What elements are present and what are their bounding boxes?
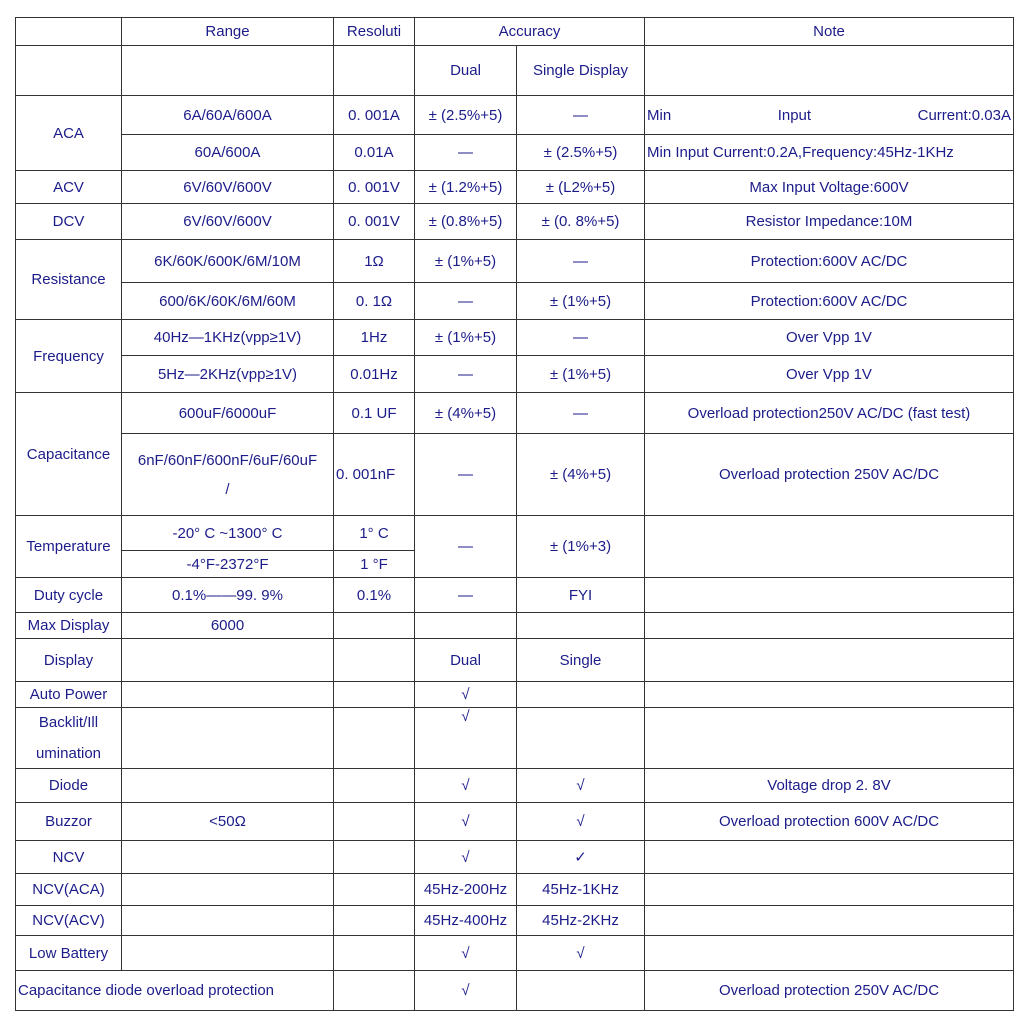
table-row: [16, 434, 1014, 516]
single-cell: —: [517, 320, 645, 356]
empty-cell: [645, 936, 1014, 971]
single-cell: —: [517, 96, 645, 135]
table-row: [16, 682, 1014, 708]
single-cell: ± (0. 8%+5): [517, 204, 645, 240]
note-cell: Overload protection250V AC/DC (fast test): [645, 393, 1014, 434]
dual-cell: 45Hz-400Hz: [415, 906, 517, 936]
range-cell: 6K/60K/600K/6M/10M: [122, 240, 334, 283]
table-row: [16, 320, 1014, 356]
empty-cell: [122, 46, 334, 96]
func-cell: Resistance: [16, 240, 122, 320]
spec-table: [15, 17, 1014, 1011]
range-cell: 6A/60A/600A: [122, 96, 334, 135]
note-part: Input: [777, 106, 812, 124]
note-cell: Protection:600V AC/DC: [645, 240, 1014, 283]
res-cell: 0. 1Ω: [334, 283, 415, 320]
range-cell: 600/6K/60K/6M/60M: [122, 283, 334, 320]
note-cell: Min Input Current:0.2A,Frequency:45Hz-1KHz: [645, 135, 1014, 171]
dual-cell: ± (1.2%+5): [415, 171, 517, 204]
range-line: 6nF/60nF/600nF/6uF/60uF: [137, 451, 318, 469]
res-cell: 0. 001nF: [334, 434, 415, 516]
header-single: Single Display: [517, 46, 645, 96]
single-cell: ± (1%+5): [517, 283, 645, 320]
header-row: [16, 18, 1014, 46]
table-row: [16, 96, 1014, 135]
empty-cell: [122, 708, 334, 769]
func-cell: Buzzor: [16, 803, 122, 841]
note-cell: Over Vpp 1V: [645, 320, 1014, 356]
header-dual: Dual: [415, 46, 517, 96]
func-cell: NCV(ACV): [16, 906, 122, 936]
note-cell: [645, 578, 1014, 613]
dual-cell: —: [415, 283, 517, 320]
func-cell: Auto Power: [16, 682, 122, 708]
empty-cell: [645, 874, 1014, 906]
empty-cell: [16, 46, 122, 96]
dual-cell: —: [415, 135, 517, 171]
note-cell: Overload protection 250V AC/DC: [645, 434, 1014, 516]
empty-cell: [517, 682, 645, 708]
table-row: [16, 135, 1014, 171]
range-cell: 60A/600A: [122, 135, 334, 171]
single-cell: 45Hz-2KHz: [517, 906, 645, 936]
empty-cell: [334, 708, 415, 769]
single-cell: ± (4%+5): [517, 434, 645, 516]
dual-cell: 45Hz-200Hz: [415, 874, 517, 906]
single-cell: √: [517, 769, 645, 803]
note-cell: Voltage drop 2. 8V: [645, 769, 1014, 803]
func-cell: Duty cycle: [16, 578, 122, 613]
func-cell: Max Display: [16, 613, 122, 639]
empty-cell: [334, 874, 415, 906]
dual-cell: —: [415, 516, 517, 578]
range-cell: -20° C ~1300° C: [122, 516, 334, 551]
table-row: [16, 393, 1014, 434]
empty-cell: [334, 682, 415, 708]
dual-cell: √: [415, 682, 517, 708]
table-row: [16, 613, 1014, 639]
table-row: [16, 971, 1014, 1011]
empty-cell: [645, 682, 1014, 708]
table-row: [16, 639, 1014, 682]
dual-cell: ± (4%+5): [415, 393, 517, 434]
empty-cell: [334, 769, 415, 803]
empty-cell: [645, 613, 1014, 639]
dual-cell: —: [415, 578, 517, 613]
range-cell: -4°F-2372°F: [122, 551, 334, 578]
empty-cell: [645, 841, 1014, 874]
func-cell: ACA: [16, 96, 122, 171]
range-cell: 6V/60V/600V: [122, 204, 334, 240]
note-cell: Resistor Impedance:10M: [645, 204, 1014, 240]
dual-cell: √: [415, 803, 517, 841]
func-line: umination: [35, 745, 102, 762]
note-part: Min: [647, 106, 672, 124]
res-cell: 1° C: [334, 516, 415, 551]
res-cell: 0. 001A: [334, 96, 415, 135]
empty-cell: [334, 936, 415, 971]
note-cell: Max Input Voltage:600V: [645, 171, 1014, 204]
note-cell: [645, 516, 1014, 578]
range-cell: 6000: [122, 613, 334, 639]
range-cell: 5Hz—2KHz(vpp≥1V): [122, 356, 334, 393]
single-cell: Single: [517, 639, 645, 682]
res-cell: 0.1%: [334, 578, 415, 613]
empty-cell: [517, 613, 645, 639]
single-cell: √: [517, 803, 645, 841]
table-row: [16, 283, 1014, 320]
func-cell: Temperature: [16, 516, 122, 578]
empty-cell: [645, 639, 1014, 682]
header-note: Note: [645, 18, 1014, 46]
dual-cell: √: [415, 841, 517, 874]
empty-cell: [122, 906, 334, 936]
empty-cell: [122, 682, 334, 708]
res-cell: 0.01Hz: [334, 356, 415, 393]
dual-cell: —: [415, 434, 517, 516]
table-row: [16, 708, 1014, 769]
empty-cell: [334, 639, 415, 682]
header-range: Range: [122, 18, 334, 46]
table-row: [16, 171, 1014, 204]
single-cell: —: [517, 240, 645, 283]
table-row: [16, 356, 1014, 393]
dual-cell: √: [415, 769, 517, 803]
note-cell: Overload protection 600V AC/DC: [645, 803, 1014, 841]
empty-cell: [122, 769, 334, 803]
subheader-row: [16, 46, 1014, 96]
empty-cell: [122, 639, 334, 682]
func-cell: Diode: [16, 769, 122, 803]
res-cell: 1 °F: [334, 551, 415, 578]
range-line: /: [225, 480, 230, 498]
res-cell: 0.1 UF: [334, 393, 415, 434]
header-empty: [16, 18, 122, 46]
header-resolution: Resoluti: [334, 18, 415, 46]
dual-cell: √: [415, 971, 517, 1011]
func-cell: Display: [16, 639, 122, 682]
single-cell: ± (1%+5): [517, 356, 645, 393]
func-cell: Frequency: [16, 320, 122, 393]
empty-cell: [517, 708, 645, 769]
table-row: [16, 906, 1014, 936]
res-cell: 0. 001V: [334, 204, 415, 240]
range-cell: <50Ω: [122, 803, 334, 841]
empty-cell: [122, 841, 334, 874]
func-cell: Capacitance: [16, 393, 122, 516]
single-cell: ✓: [517, 841, 645, 874]
table-row: [16, 516, 1014, 551]
range-cell: 600uF/6000uF: [122, 393, 334, 434]
empty-cell: [645, 906, 1014, 936]
table-row: [16, 803, 1014, 841]
note-cell: Overload protection 250V AC/DC: [645, 971, 1014, 1011]
table-row: [16, 578, 1014, 613]
dual-cell: ± (2.5%+5): [415, 96, 517, 135]
dual-cell: —: [415, 356, 517, 393]
empty-cell: [334, 906, 415, 936]
dual-cell: √: [415, 936, 517, 971]
func-cell: Capacitance diode overload protection: [16, 971, 334, 1011]
func-cell: NCV(ACA): [16, 874, 122, 906]
dual-cell: ± (0.8%+5): [415, 204, 517, 240]
table-row: [16, 874, 1014, 906]
func-cell: ACV: [16, 171, 122, 204]
res-cell: 1Ω: [334, 240, 415, 283]
note-part: Current:0.03A: [917, 106, 1011, 124]
dual-cell: Dual: [415, 639, 517, 682]
dual-cell: ± (1%+5): [415, 240, 517, 283]
table-row: [16, 240, 1014, 283]
table-row: [16, 936, 1014, 971]
single-cell: 45Hz-1KHz: [517, 874, 645, 906]
res-cell: 1Hz: [334, 320, 415, 356]
dual-cell: ± (1%+5): [415, 320, 517, 356]
range-cell: 0.1%——99. 9%: [122, 578, 334, 613]
single-cell: —: [517, 393, 645, 434]
empty-cell: [415, 613, 517, 639]
func-cell: NCV: [16, 841, 122, 874]
note-cell: Over Vpp 1V: [645, 356, 1014, 393]
dual-cell: √: [415, 708, 517, 769]
res-cell: 0. 001V: [334, 171, 415, 204]
func-line: Backlit/Ill: [38, 714, 99, 731]
range-cell: 40Hz—1KHz(vpp≥1V): [122, 320, 334, 356]
header-accuracy: Accuracy: [415, 18, 645, 46]
func-cell: DCV: [16, 204, 122, 240]
table-row: [16, 769, 1014, 803]
single-cell: FYI: [517, 578, 645, 613]
range-cell: 6V/60V/600V: [122, 171, 334, 204]
note-cell: [645, 96, 1014, 135]
func-cell: Low Battery: [16, 936, 122, 971]
single-cell: ± (L2%+5): [517, 171, 645, 204]
note-cell: Protection:600V AC/DC: [645, 283, 1014, 320]
single-cell: ± (1%+3): [517, 516, 645, 578]
empty-cell: [334, 841, 415, 874]
empty-cell: [645, 708, 1014, 769]
res-cell: 0.01A: [334, 135, 415, 171]
empty-cell: [122, 936, 334, 971]
func-cell: [16, 708, 122, 769]
empty-cell: [122, 874, 334, 906]
table-row: [16, 841, 1014, 874]
empty-cell: [334, 613, 415, 639]
empty-cell: [334, 971, 415, 1011]
empty-cell: [645, 46, 1014, 96]
table-row: [16, 204, 1014, 240]
single-cell: ± (2.5%+5): [517, 135, 645, 171]
empty-cell: [517, 971, 645, 1011]
empty-cell: [334, 803, 415, 841]
range-cell: [122, 434, 334, 516]
single-cell: √: [517, 936, 645, 971]
empty-cell: [334, 46, 415, 96]
